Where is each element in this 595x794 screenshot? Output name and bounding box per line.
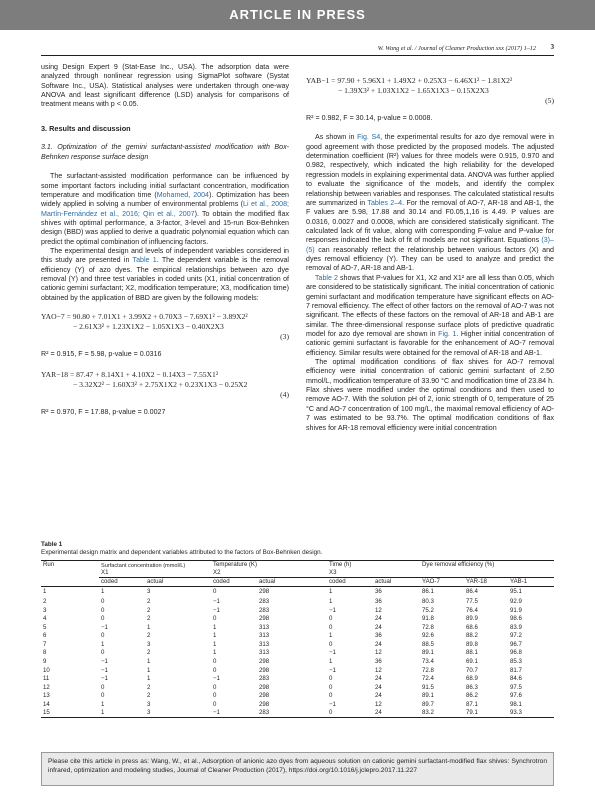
- table-cell: 283: [259, 709, 270, 717]
- header-x2: X2: [211, 569, 327, 578]
- table-cell: 79.1: [466, 709, 478, 717]
- paragraph-model-agreement: As shown in Fig. S4, the experimental results for azo dye removal were in good agreement with those predicted by the proposed models. The adjusted determination coefficient (R²) values for three models were 0.915, 0.970 and 0.982, respectively, which indicated the high reliability for the developed regression models in explaining experimental data. ANOVA was further applied to evaluate the significance of the models, and identify the complex relationship between variables and responses. The calculated statistical results are summarized in Tables 2–4. For the removal of AO-7, AR-18 and AB-1, the F values are 5.98, 17.88 and 30.14 and F0.05,1,16 is 4.49. P values are 0.0316, 0.0027 and 0.0008, which are considered statistically significant. The calculated lack of fit value, along with corresponding F-value and P-value for responses indicated the lack of fit of models are not significant. Equations (3)–(5) can reasonably reflect the relationship between various factors (X) and dyes removal efficiency (Y). They can be used to analyze and predict the removal of AO-7, AR-18 and AB-1.: [306, 133, 555, 273]
- table-cell: 15: [43, 709, 50, 717]
- table-cell: −1: [101, 666, 108, 674]
- table-cell: 91.8: [422, 615, 434, 623]
- table-row: [41, 666, 554, 675]
- table-cell: 0: [213, 666, 217, 674]
- table-link[interactable]: Tables 2–4: [367, 198, 403, 207]
- table-cell: 283: [259, 606, 270, 614]
- table-cell: 96.7: [510, 640, 522, 648]
- equation-4-stats: R² = 0.970, F = 17.88, p-value = 0.0027: [41, 407, 166, 416]
- table-cell: 68.9: [466, 675, 478, 683]
- paragraph-modification-performance: The surfactant-assisted modification performance can be influenced by some important factors including initial surfactant concentration, modification temperature and modification time (Mohamed, 2004). Optimization has been widely applied in solving a number of environmental problems (Li et al., 2008; Martín-Fernández et al., 2016; Qin et al., 2007). To obtain the modified flax shives with optimal performance, a 3-factor, 3-level and 15-run Box-Behnken design (BBD) was applied to derive a quadratic polynomial equation which can predict the optimal combination of influencing factors.: [41, 172, 289, 246]
- header-x1: X1: [99, 569, 211, 578]
- table-cell: 83.9: [510, 623, 522, 631]
- table-cell: 0: [101, 692, 105, 700]
- table-cell: 0: [213, 701, 217, 709]
- table-cell: 72.4: [422, 675, 434, 683]
- table-cell: 3: [147, 588, 151, 596]
- header-actual: actual: [375, 578, 392, 586]
- table-cell: −1: [213, 606, 220, 614]
- table-cell: 24: [375, 615, 382, 623]
- table-cell: 91.9: [510, 606, 522, 614]
- equation-4: [41, 370, 289, 400]
- equation-3-stats: R² = 0.915, F = 5.98, p-value = 0.0316: [41, 350, 162, 359]
- table-cell: 36: [375, 632, 382, 640]
- table-row: [41, 587, 554, 598]
- paragraph-optimal-conditions: The optimal modification conditions of flax shives for AO-7 removal efficiency were initial concentration of cationic gemini surfactant of 2.50 mmol/L, modification temperature of 33.90 °C and modification time of 23.84 h. Flax shives were modified under the optimal conditions and then used to remove AO-7. With the solution pH of 2, ionic strength of 0, temperature of 25 °C and AO-7 concentration of 100 mg/L, the maximal removal efficiency of AO-7 was estimated to be 93.7%. The optimal modification conditions of flax shives for AR-18 removal efficiency were initial concentration: [306, 358, 554, 432]
- banner-text: ARTICLE IN PRESS: [229, 7, 366, 23]
- table-cell: −1: [329, 701, 336, 709]
- table-cell: 0: [101, 649, 105, 657]
- section-title: 3. Results and discussion: [41, 123, 131, 133]
- figure-link[interactable]: Fig. S4: [357, 133, 381, 142]
- journal-reference: W. Wang et al. / Journal of Cleaner Production xxx (2017) 1–12: [377, 45, 536, 52]
- table-cell: 36: [375, 597, 382, 605]
- table-cell: 0: [213, 692, 217, 700]
- table-cell: 283: [259, 597, 270, 605]
- table-row: [41, 649, 554, 658]
- table-cell: 85.3: [510, 658, 522, 666]
- table-title: Table 1: [41, 541, 63, 548]
- table-cell: 0: [101, 615, 105, 623]
- table-row: [41, 606, 554, 615]
- table-cell: 70.7: [466, 666, 478, 674]
- table-caption: Experimental design matrix and dependent variables attributed to the factors of Box-Behnken design.: [41, 549, 323, 557]
- article-in-press-banner: [0, 0, 595, 30]
- citation-box: Please cite this article in press as: Wang, W., et al., Adsorption of anionic azo dyes from aqueous solution on cationic gemini surfactant-modified flax shives: Synchrotron infrared, optimization and modeling studies, Journal of Cleaner Production (2017), https://doi.org/10.1016/j.jclepro.2017.11.227: [41, 752, 554, 786]
- table-cell: 298: [259, 666, 270, 674]
- table-cell: 12: [375, 649, 382, 657]
- table-cell: 96.8: [510, 649, 522, 657]
- table-cell: 298: [259, 615, 270, 623]
- table-cell: 0: [329, 675, 333, 683]
- subsection-title: 3.1. Optimization of the gemini surfactant-assisted modification with Box-Behnken response surface design: [41, 143, 289, 161]
- table-cell: 24: [375, 692, 382, 700]
- paragraph-p-values: Table 2 shows that P-values for X1, X2 and X1² are all less than 0.05, which are considered to be statistically significant. The initial concentration of cationic gemini surfactant and modification temperature have significant effects on AO-7 removal efficiency. The effect of other factors on the removal of AO-7 was not significant. The effects of these factors on the removal of AR-18 and AB-1 are similar. The three-dimensional response surface plots of predictive quadratic model for azo dye removal are shown in Fig. 1. Higher initial concentration of cationic gemini surfactant is favorable for the enhancement of AO-7 removal efficiency. Similar results were obtained for the removal of AR-18 and AB-1.: [306, 273, 555, 357]
- table-cell: 1: [101, 701, 105, 709]
- table-cell: 313: [259, 632, 270, 640]
- header-y-ar18: YAR-18: [466, 578, 487, 586]
- header-coded: coded: [101, 578, 118, 586]
- table-cell: 95.1: [510, 588, 522, 596]
- table-cell: 1: [147, 675, 151, 683]
- figure-link[interactable]: Fig. 1: [438, 329, 457, 338]
- table-cell: 1: [101, 709, 105, 717]
- table-cell: 86.2: [466, 692, 478, 700]
- equation-line: YAR−18 = 87.47 + 8.14X1 + 4.10X2 − 0.14X3 − 7.55X1²: [41, 369, 219, 379]
- table-cell: 89.9: [466, 615, 478, 623]
- citation-link[interactable]: Li et al., 2008; Martín-Fernández et al., 2016; Qin et al., 2007: [41, 200, 289, 218]
- running-header: [41, 44, 554, 56]
- table-cell: 81.7: [510, 666, 522, 674]
- table-cell: 2: [147, 692, 151, 700]
- table-cell: 0: [329, 709, 333, 717]
- table-cell: 98.1: [510, 701, 522, 709]
- paragraph-experimental-design: The experimental design and levels of independent variables considered in this study are presented in Table 1. The dependent variable is the removal efficiency (Y) of azo dyes. The empirical relationships between azo dye removal (Y) and three test variables in coded units (X1, initial concentration of cationic gemini surfactant; X2, modification temperature; X3, modification time) obtained by the application of BBD are given by the following models:: [41, 247, 290, 302]
- table-cell: 24: [375, 623, 382, 631]
- table-cell: 298: [259, 658, 270, 666]
- table-cell: 1: [329, 658, 333, 666]
- table-cell: 1: [101, 588, 105, 596]
- table-link[interactable]: Table 2: [315, 273, 338, 282]
- table-cell: 1: [329, 588, 333, 596]
- table-cell: 89.1: [422, 692, 434, 700]
- table-cell: 89.1: [422, 649, 434, 657]
- equation-line: − 3.32X2² − 1.60X3² + 2.75X1X2 + 0.23X1X3 − 0.25X2: [73, 379, 248, 389]
- table-cell: 298: [259, 701, 270, 709]
- table-cell: 1: [329, 632, 333, 640]
- table-cell: 1: [213, 632, 217, 640]
- equation-link[interactable]: (3)–(5): [306, 236, 554, 254]
- table-cell: 93.3: [510, 709, 522, 717]
- table-cell: −1: [329, 606, 336, 614]
- table-cell: 86.4: [466, 588, 478, 596]
- table-cell: 88.2: [466, 632, 478, 640]
- equation-5-stats: R² = 0.982, F = 30.14, p-value = 0.0008.: [306, 114, 433, 123]
- header-coded: coded: [329, 578, 346, 586]
- table-cell: 0: [329, 692, 333, 700]
- equation-line: − 2.61X3² + 1.23X1X2 − 1.05X1X3 − 0.40X2X3: [73, 322, 224, 332]
- table-cell: −1: [213, 709, 220, 717]
- table-cell: 1: [101, 640, 105, 648]
- table-cell: 97.6: [510, 692, 522, 700]
- table-row: [41, 598, 554, 607]
- table-cell: 98.6: [510, 615, 522, 623]
- header-coded: coded: [213, 578, 230, 586]
- table-cell: 10: [43, 666, 50, 674]
- header-y-ab1: YAB-1: [510, 578, 528, 586]
- table-row: [41, 623, 554, 632]
- table-cell: 298: [259, 588, 270, 596]
- table-cell: 68.6: [466, 623, 478, 631]
- table-cell: 36: [375, 588, 382, 596]
- header-surfactant: Surfactant concentration (mmol/L): [101, 562, 186, 569]
- table-cell: 0: [213, 588, 217, 596]
- right-column: [306, 63, 554, 433]
- table-cell: 0: [329, 683, 333, 691]
- table-row: [41, 701, 554, 710]
- table-cell: 12: [375, 666, 382, 674]
- header-x3: X3: [327, 569, 420, 578]
- table-cell: −1: [213, 675, 220, 683]
- table-cell: 2: [147, 649, 151, 657]
- table-cell: 0: [101, 597, 105, 605]
- table-cell: 13: [43, 692, 50, 700]
- table-cell: 1: [213, 640, 217, 648]
- table-cell: 283: [259, 675, 270, 683]
- table-cell: 36: [375, 658, 382, 666]
- table-cell: 0: [101, 632, 105, 640]
- table-cell: 88.5: [422, 640, 434, 648]
- table-cell: 4: [43, 615, 47, 623]
- table-cell: 24: [375, 709, 382, 717]
- table-cell: −1: [329, 649, 336, 657]
- table-cell: 9: [43, 658, 47, 666]
- table-link[interactable]: Table 1: [132, 256, 157, 265]
- table-cell: 92.9: [510, 597, 522, 605]
- left-column: [41, 63, 289, 427]
- table-cell: 298: [259, 692, 270, 700]
- table-cell: 1: [213, 623, 217, 631]
- table-cell: 75.2: [422, 606, 434, 614]
- table-cell: 89.7: [422, 701, 434, 709]
- table-cell: 0: [213, 658, 217, 666]
- table-cell: 84.6: [510, 675, 522, 683]
- table-cell: 24: [375, 683, 382, 691]
- table-1: [41, 541, 554, 718]
- table-cell: 2: [43, 597, 47, 605]
- header-run: Run: [43, 560, 55, 568]
- table-cell: 298: [259, 683, 270, 691]
- table-cell: −1: [329, 666, 336, 674]
- header-time: Time (h): [329, 560, 352, 568]
- header-temperature: Temperature (K): [213, 560, 258, 568]
- table-cell: 313: [259, 640, 270, 648]
- table-cell: 92.6: [422, 632, 434, 640]
- table-row: [41, 675, 554, 684]
- table-cell: 86.1: [422, 588, 434, 596]
- table-cell: 313: [259, 623, 270, 631]
- table-cell: 0: [329, 640, 333, 648]
- table-body: [41, 587, 554, 718]
- table-cell: 77.5: [466, 597, 478, 605]
- table-cell: 1: [329, 597, 333, 605]
- table-cell: 97.2: [510, 632, 522, 640]
- table-cell: 5: [43, 623, 47, 631]
- header-actual: actual: [259, 578, 276, 586]
- table-row: [41, 709, 554, 718]
- header-dye-removal: Dye removal efficiency (%): [422, 560, 495, 568]
- table-cell: 14: [43, 701, 50, 709]
- table-cell: 88.1: [466, 649, 478, 657]
- table-cell: 87.1: [466, 701, 478, 709]
- table-cell: 91.5: [422, 683, 434, 691]
- equation-number: (4): [280, 389, 289, 399]
- table-cell: 0: [213, 615, 217, 623]
- table-cell: 2: [147, 606, 151, 614]
- table-cell: 73.4: [422, 658, 434, 666]
- equation-number: (5): [545, 96, 554, 106]
- equation-3: [41, 312, 289, 342]
- table-cell: 86.3: [466, 683, 478, 691]
- table-cell: 2: [147, 597, 151, 605]
- table-row: [41, 684, 554, 693]
- table-cell: 3: [147, 701, 151, 709]
- table-cell: 2: [147, 615, 151, 623]
- table-row: [41, 615, 554, 624]
- table-row: [41, 632, 554, 641]
- table-cell: 24: [375, 675, 382, 683]
- table-cell: 89.8: [466, 640, 478, 648]
- table-cell: 11: [43, 675, 50, 683]
- table-cell: 8: [43, 649, 47, 657]
- table-cell: 12: [43, 683, 50, 691]
- equation-number: (3): [280, 332, 289, 342]
- table-cell: 72.8: [422, 666, 434, 674]
- table-cell: 3: [147, 640, 151, 648]
- citation-link[interactable]: Mohamed, 2004: [156, 190, 209, 199]
- table-cell: 313: [259, 649, 270, 657]
- header-actual: actual: [147, 578, 164, 586]
- table-cell: −1: [101, 658, 108, 666]
- equation-5: [306, 76, 554, 106]
- table-cell: 2: [147, 632, 151, 640]
- page-number: 3: [550, 44, 554, 51]
- table-cell: 0: [329, 623, 333, 631]
- table-cell: 76.4: [466, 606, 478, 614]
- table-cell: 1: [43, 588, 47, 596]
- table-cell: 72.8: [422, 623, 434, 631]
- equation-line: − 1.39X3² + 1.03X1X2 − 1.65X1X3 − 0.15X2X3: [338, 86, 489, 96]
- header-y-ao7: YAO-7: [422, 578, 440, 586]
- table-cell: 97.5: [510, 683, 522, 691]
- table-cell: 24: [375, 640, 382, 648]
- table-cell: 1: [147, 658, 151, 666]
- table-row: [41, 692, 554, 701]
- table-cell: 2: [147, 683, 151, 691]
- table-cell: −1: [101, 675, 108, 683]
- table-cell: 80.3: [422, 597, 434, 605]
- intro-paragraph: using Design Expert 9 (Stat-Ease Inc., USA). The adsorption data were analyzed through nonlinear regression using SigmaPlot software (Systat Software Inc., USA). Statistical analyses were undertaken through one-way ANOVA and least significant difference (LSD) analysis for comparisons of treatment means with p < 0.05.: [41, 63, 289, 109]
- table-row: [41, 641, 554, 650]
- table-cell: 83.2: [422, 709, 434, 717]
- table-cell: 6: [43, 632, 47, 640]
- table-cell: −1: [101, 623, 108, 631]
- equation-line: YAB−1 = 97.90 + 5.96X1 + 1.49X2 + 0.25X3 − 6.46X1² − 1.81X2²: [306, 76, 513, 85]
- table-cell: −1: [213, 597, 220, 605]
- table-cell: 7: [43, 640, 47, 648]
- table-cell: 12: [375, 701, 382, 709]
- table-cell: 1: [213, 649, 217, 657]
- table-cell: 1: [147, 623, 151, 631]
- table-cell: 69.1: [466, 658, 478, 666]
- table-row: [41, 658, 554, 667]
- table-cell: 12: [375, 606, 382, 614]
- design-matrix-table: [41, 560, 554, 719]
- equation-line: YAO−7 = 90.80 + 7.01X1 + 3.99X2 + 0.70X3 − 7.69X1² − 3.89X2²: [41, 312, 248, 322]
- table-cell: 3: [43, 606, 47, 614]
- table-cell: 0: [101, 606, 105, 614]
- table-cell: 3: [147, 709, 151, 717]
- table-cell: 0: [329, 615, 333, 623]
- table-cell: 0: [101, 683, 105, 691]
- table-cell: 1: [147, 666, 151, 674]
- table-cell: 0: [213, 683, 217, 691]
